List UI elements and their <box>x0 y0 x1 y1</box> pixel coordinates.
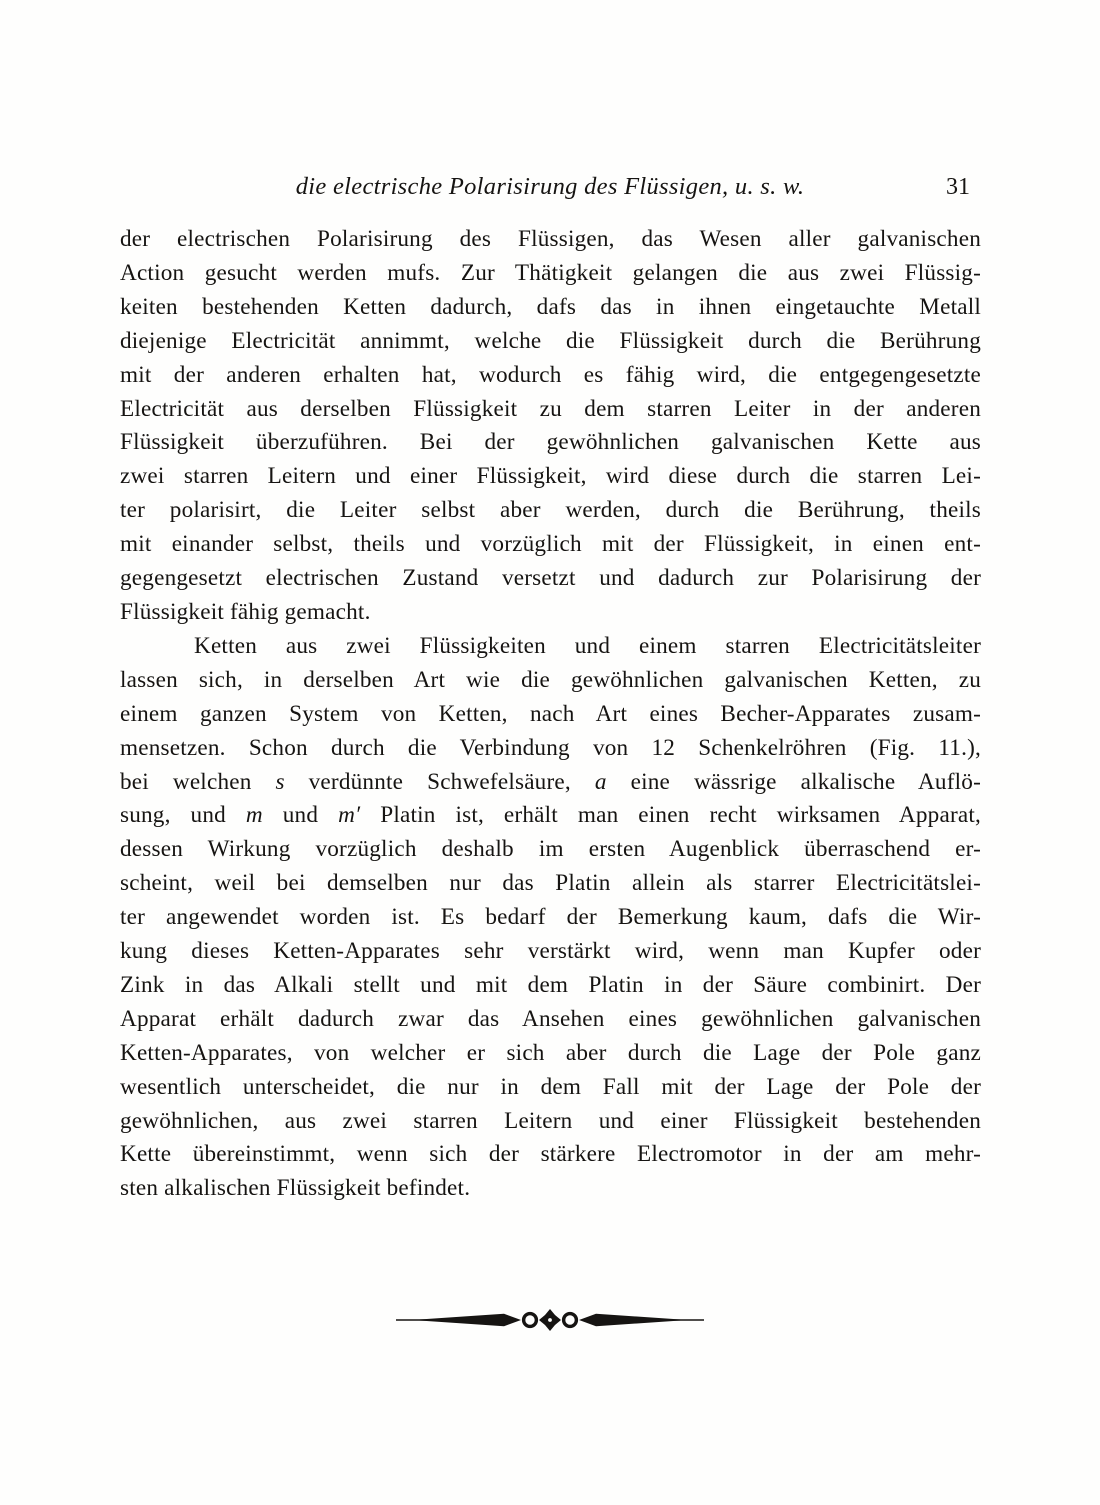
text-segment: dessen Wirkung vorzüglich deshalb im ersten Augenblick überraschend er- <box>120 836 981 863</box>
text-segment: gewöhnlichen, aus zwei starren Leitern und einer Flüssigkeit bestehenden <box>120 1107 981 1134</box>
text-segment: keiten bestehenden Ketten dadurch, dafs das in ihnen eingetauchte Metall <box>120 293 981 320</box>
left-taper <box>412 1314 521 1326</box>
text-line <box>120 799 981 833</box>
text-segment: verdünnte Schwefelsäure, <box>284 768 595 795</box>
right-ring <box>564 1314 577 1327</box>
text-segment: mit einander selbst, theils und vorzüglich mit der Flüssigkeit, in einen ent- <box>120 531 981 558</box>
text-line <box>120 359 981 393</box>
left-ring <box>524 1314 537 1327</box>
variable-symbol: m′ <box>338 802 361 829</box>
text-line <box>120 460 981 494</box>
text-segment: der electrischen Polarisirung des Flüssigen, das Wesen aller galvanischen <box>120 226 981 252</box>
divider-ornament <box>396 1307 704 1333</box>
right-taper <box>579 1314 688 1326</box>
text-segment: mensetzen. Schon durch die Verbindung von 12 Schenkelröhren (Fig. 11.), <box>120 734 981 761</box>
text-line <box>120 1138 981 1172</box>
text-line <box>120 257 981 291</box>
text-line <box>120 766 981 800</box>
running-head <box>120 170 980 204</box>
text-segment: diejenige Electricität annimmt, welche die Flüssigkeit durch die Berührung <box>120 327 981 354</box>
text-segment: Zink in das Alkali stellt und mit dem Platin in der Säure combinirt. Der <box>120 971 981 998</box>
text-segment: bei welchen <box>120 768 276 795</box>
text-line <box>120 393 981 427</box>
paragraph <box>120 630 981 1206</box>
text-line <box>120 664 981 698</box>
running-head-title: die electrische Polarisirung des Flüssigen, u. s. w. <box>295 173 805 200</box>
variable-symbol: m <box>245 802 263 829</box>
variable-symbol: a <box>594 768 607 795</box>
text-line <box>120 969 981 1003</box>
text-segment: Flüssigkeit überzuführen. Bei der gewöhnlichen galvanischen Kette aus <box>120 429 981 456</box>
text-segment: scheint, weil bei demselben nur das Platin allein als starrer Electricitätslei- <box>120 870 981 897</box>
text-segment: eine wässrige alkalische Auflö- <box>606 768 981 795</box>
text-segment: und <box>262 802 339 829</box>
body-text <box>120 223 981 1206</box>
text-line <box>120 867 981 901</box>
text-line <box>120 698 981 732</box>
variable-symbol: s <box>275 768 285 795</box>
text-segment: einem ganzen System von Ketten, nach Art eines Becher-Apparates zusam- <box>120 700 981 727</box>
text-segment: gegengesetzt electrischen Zustand versetzt und dadurch zur Polarisirung der <box>120 565 981 592</box>
text-segment: kung dieses Ketten-Apparates sehr verstärkt wird, wenn man Kupfer oder <box>120 938 981 965</box>
text-segment: Flüssigkeit fähig gemacht. <box>120 598 371 625</box>
text-segment: sten alkalischen Flüssigkeit befindet. <box>120 1175 471 1202</box>
text-segment: Ketten aus zwei Flüssigkeiten und einem starren Electricitätsleiter <box>194 632 981 659</box>
text-segment: Ketten-Apparates, von welcher er sich aber durch die Lage der Pole ganz <box>120 1039 981 1066</box>
text-line <box>120 325 981 359</box>
text-line <box>120 1071 981 1105</box>
text-line <box>120 223 981 257</box>
text-line <box>120 494 981 528</box>
text-line <box>120 732 981 766</box>
text-line <box>120 562 981 596</box>
text-line <box>120 291 981 325</box>
text-segment: Electricität aus derselben Flüssigkeit zu dem starren Leiter in der anderen <box>120 395 981 422</box>
text-segment: Action gesucht werden mufs. Zur Thätigkeit gelangen die aus zwei Flüssig- <box>120 259 981 286</box>
text-line <box>120 630 981 664</box>
text-line <box>120 1105 981 1139</box>
center-floret-dot <box>548 1318 552 1322</box>
paragraph <box>120 223 981 630</box>
text-line <box>120 1003 981 1037</box>
text-line <box>120 935 981 969</box>
text-line <box>120 1037 981 1071</box>
text-segment: zwei starren Leitern und einer Flüssigkeit, wird diese durch die starren Lei- <box>120 463 981 490</box>
text-segment: Platin ist, erhält man einen recht wirksamen Apparat, <box>360 802 982 829</box>
text-segment: mit der anderen erhalten hat, wodurch es fähig wird, die entgegengesetzte <box>120 361 981 388</box>
page-number: 31 <box>946 174 970 200</box>
text-segment: ter polarisirt, die Leiter selbst aber werden, durch die Berührung, theils <box>120 497 981 524</box>
text-segment: sung, und <box>120 802 246 829</box>
text-segment: Apparat erhält dadurch zwar das Ansehen eines gewöhnlichen galvanischen <box>120 1005 981 1032</box>
text-line <box>120 1172 981 1206</box>
text-line <box>120 901 981 935</box>
text-line <box>120 426 981 460</box>
text-segment: Kette übereinstimmt, wenn sich der stärkere Electromotor in der am mehr- <box>120 1141 981 1168</box>
text-segment: ter angewendet worden ist. Es bedarf der Bemerkung kaum, dafs die Wir- <box>120 904 981 931</box>
text-segment: wesentlich unterscheidet, die nur in dem Fall mit der Lage der Pole der <box>120 1073 981 1100</box>
text-line <box>120 833 981 867</box>
text-segment: lassen sich, in derselben Art wie die gewöhnlichen galvanischen Ketten, zu <box>120 666 981 693</box>
text-line <box>120 596 981 630</box>
text-line <box>120 528 981 562</box>
